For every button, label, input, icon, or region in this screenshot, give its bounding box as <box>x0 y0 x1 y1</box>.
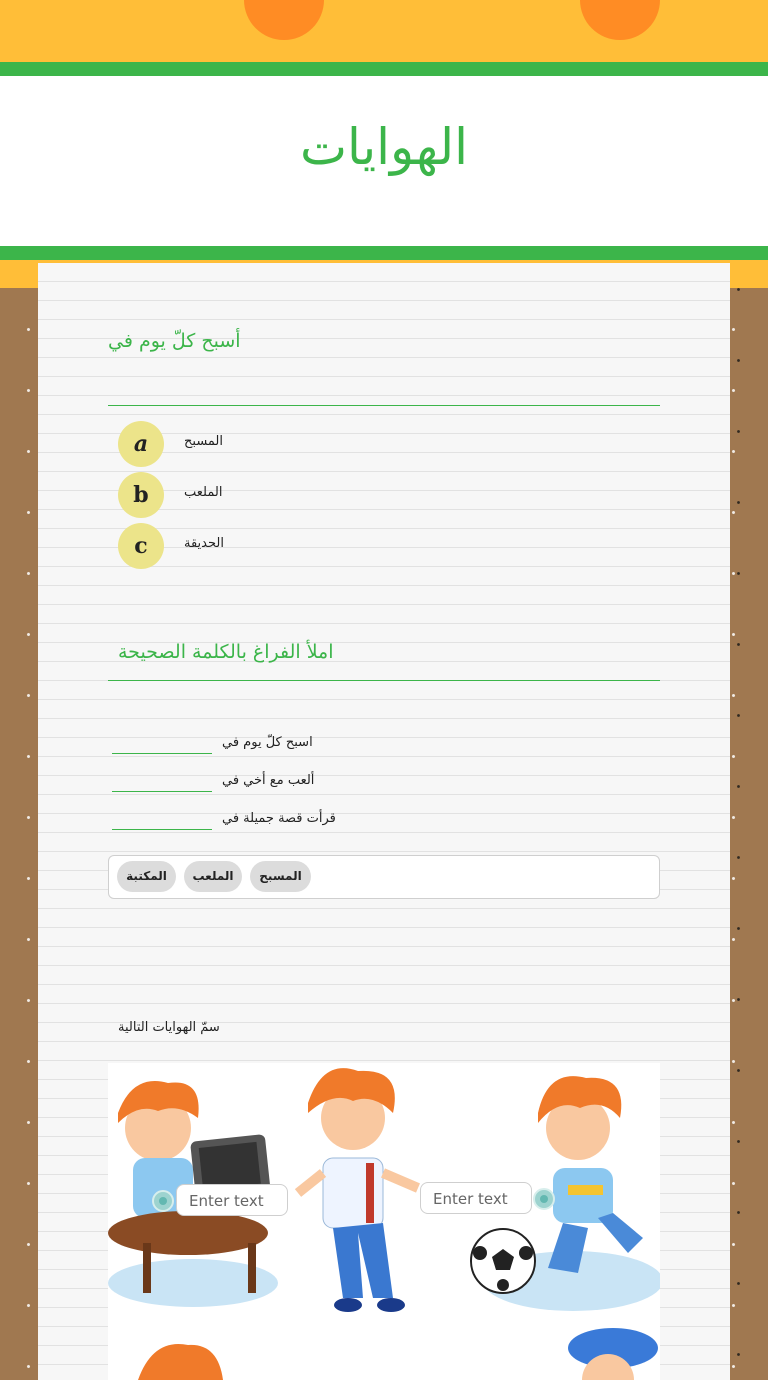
question2-prompt: املأ الفراغ بالكلمة الصحيحة <box>118 641 334 663</box>
option-letter-a: a <box>118 421 164 467</box>
blank-sentence-1: اسبح كلّ يوم في <box>222 735 313 750</box>
question1-divider <box>108 405 660 406</box>
label-target-left[interactable] <box>152 1190 174 1212</box>
label-target-right[interactable] <box>533 1188 555 1210</box>
option-text-b: الملعب <box>184 485 223 500</box>
option-letter-b: b <box>118 472 164 518</box>
hobbies-artwork <box>108 1063 660 1380</box>
hobby-answer-input-1[interactable]: Enter text <box>176 1184 288 1216</box>
decor-circle-right <box>580 0 660 40</box>
blank-drop-zone-2[interactable] <box>112 791 212 792</box>
option-text-a: المسبح <box>184 434 223 449</box>
blank-drop-zone-3[interactable] <box>112 829 212 830</box>
green-stripe-top <box>0 62 768 76</box>
blank-drop-zone-1[interactable] <box>112 753 212 754</box>
option-a[interactable] <box>118 421 418 467</box>
top-banner <box>0 0 768 62</box>
question1-prompt: أسبح كلّ يوم في <box>108 330 241 352</box>
green-stripe-bottom <box>0 246 768 260</box>
option-letter-c: c <box>118 523 164 569</box>
hobbies-illustration <box>108 1063 660 1380</box>
option-text-c: الحديقة <box>184 536 224 551</box>
word-chip-pool[interactable]: المسبح <box>250 861 311 892</box>
word-chip-playground[interactable]: الملعب <box>184 861 242 892</box>
blank-sentence-3: قرأت قصة جميلة في <box>222 811 336 826</box>
hobby-answer-input-2[interactable]: Enter text <box>420 1182 532 1214</box>
page-title: الهوايات <box>299 118 469 176</box>
blank-sentence-2: ألعب مع أخي في <box>222 773 315 788</box>
option-b[interactable] <box>118 472 418 518</box>
decor-circle-left <box>244 0 324 40</box>
word-bank <box>108 855 660 899</box>
option-c[interactable] <box>118 523 418 569</box>
question2-divider <box>108 680 660 681</box>
word-chip-library[interactable]: المكتبة <box>117 861 176 892</box>
question3-prompt: سمّ الهوايات التالية <box>118 1020 220 1035</box>
